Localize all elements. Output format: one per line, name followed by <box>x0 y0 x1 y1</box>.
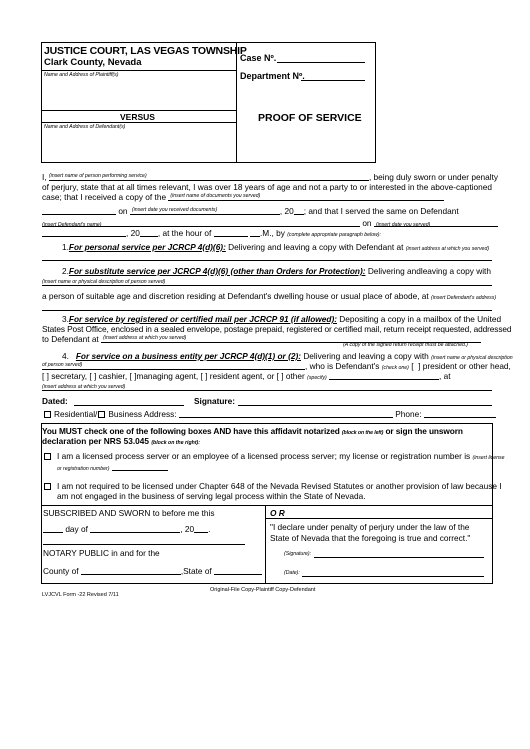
notary-signature-line[interactable] <box>43 544 245 545</box>
address-field[interactable] <box>179 409 393 418</box>
county-state-row: County of ,State of <box>43 566 262 577</box>
p4-addr-hint: (insert address at which you served) <box>42 384 126 390</box>
versus-label: VERSUS <box>120 112 155 122</box>
day-field[interactable] <box>43 524 63 533</box>
p4-other-field[interactable] <box>329 371 439 380</box>
hour-field[interactable] <box>214 228 248 237</box>
subscribed-label: SUBSCRIBED AND SWORN to before me this <box>43 508 215 518</box>
unsworn-date-label: (Date): <box>284 570 300 576</box>
p1-address-field[interactable] <box>42 260 492 261</box>
unsworn-signature-label: (Signature): <box>284 551 312 557</box>
notary-public-label: NOTARY PUBLIC in and for the <box>43 548 160 558</box>
intro-line-2: of perjury, state that at all times relevant, I was over 18 years of age and not a party to or interested in the above-captioned <box>42 182 492 192</box>
option-not-required-2: am not engaged in the business of serving legal process within the State of Nevada. <box>57 491 366 501</box>
dated-field[interactable] <box>74 405 184 406</box>
department-no-label: Department Nº. <box>240 71 305 81</box>
year-received-field[interactable] <box>294 206 304 215</box>
paragraph-2: 2.For substitute service per JCRCP 4(d)(6) (other than Orders for Protection): Delivering andleaving a copy with <box>62 266 491 276</box>
intro-line-6: , 20 , at the hour of .M., by (complete appropriate paragraph below): <box>42 228 381 241</box>
licensed-checkbox[interactable] <box>44 453 51 460</box>
signature-field[interactable] <box>238 405 492 406</box>
intro-line-3: case; that I received a copy of the (insert name of documents you served) <box>42 192 444 203</box>
form-id: LVJCVL Form -22 Revised 7/11 <box>42 592 119 598</box>
p2-hint: (insert name or physical description of person served) <box>42 279 166 285</box>
ampm-field[interactable] <box>250 228 260 237</box>
month-field[interactable] <box>90 524 180 533</box>
option-not-required: I am not required to be licensed under Chapter 648 of the Nevada Revised Statutes or another provision of law because I <box>44 481 502 492</box>
documents-field[interactable]: (insert name of documents you served) <box>168 192 444 201</box>
paragraph-4: 4. For service on a business entity per JCRCP 4(d)(1) or (2): Delivering and leaving a copy with (insert name or physical description <box>62 351 513 361</box>
defendant-label: Name and Address of Defendant(s) <box>44 124 126 130</box>
date-served-field[interactable]: (insert date you served) <box>374 218 498 227</box>
p4-person-field[interactable]: of person served) <box>42 361 305 370</box>
intro-line-5: (insert Defendant's name) on (insert date you served) <box>42 218 498 229</box>
notary-year-field[interactable] <box>194 524 208 533</box>
p3-line-3: to Defendant at (insert address at which you served) (A copy of the signed return receipt must be attached.) <box>42 334 481 345</box>
served-date-field[interactable] <box>42 228 126 237</box>
notice-line-1: You MUST check one of the following boxes AND have this affidavit notarized (block on the left) or sign the unsworn <box>42 426 463 436</box>
received-field-a[interactable] <box>42 206 116 215</box>
unsworn-signature-field[interactable] <box>314 557 484 558</box>
p2-address-field[interactable] <box>42 310 492 311</box>
year-served-field[interactable] <box>140 228 158 237</box>
residential-checkbox[interactable] <box>44 411 51 418</box>
department-no-field[interactable] <box>301 80 365 81</box>
p4-line-2: of person served) , who is Defendant's (check one) [ ] president or other head, <box>42 361 511 371</box>
paragraph-3: 3.For service by registered or certified mail per JCRCP 91 (if allowed): Depositing a copy in a mailbox of the United <box>62 314 502 324</box>
or-label: O R <box>270 508 285 518</box>
defendant-name-field[interactable]: (insert Defendant's name) <box>42 218 360 227</box>
county-name: Clark County, Nevada <box>44 57 142 68</box>
paragraph-1: 1.For personal service per JCRCP 4(d)(6): Delivering and leaving a copy with Defendant at (insert address at which you served) <box>62 242 490 252</box>
p4-president-check[interactable] <box>416 361 418 371</box>
not-required-checkbox[interactable] <box>44 483 51 490</box>
option-licensed-2: or registration number) <box>57 462 168 475</box>
case-no-label: Case Nº. <box>240 53 277 63</box>
county-field[interactable] <box>81 566 181 575</box>
p4-address-field[interactable] <box>42 390 492 391</box>
court-name: JUSTICE COURT, LAS VEGAS TOWNSHIP <box>44 45 247 57</box>
phone-field[interactable] <box>424 409 496 418</box>
server-name-field[interactable]: (insert name of person performing service) <box>49 172 369 181</box>
signature-label: Signature: <box>194 396 236 406</box>
notice-line-2: declaration per NRS 53.045 (block on the right): <box>42 436 201 446</box>
intro-line-1: I, (insert name of person performing service) , being duly sworn or under penalty <box>42 172 499 182</box>
date-received-field[interactable]: (insert date you received documents) <box>130 206 280 215</box>
p3-line-2: States Post Office, enclosed in a sealed envelope, postage prepaid, registered or certified mail, return receipt requested, addressed <box>42 324 512 334</box>
address-row: Residential/ Business Address: Phone: <box>44 409 496 420</box>
option-licensed: I am a licensed process server or an employee of a licensed process server; my license or registration number is (insert license <box>44 451 505 464</box>
business-checkbox[interactable] <box>98 411 105 418</box>
case-no-field[interactable] <box>277 62 365 63</box>
copies-distribution: Original-File Copy-Plaintiff Copy-Defendant <box>210 587 316 593</box>
state-field[interactable] <box>214 566 262 575</box>
dated-label: Dated: <box>42 396 68 406</box>
p2-line-3: a person of suitable age and discretion residing at Defendant's dwelling house or usual place of abode, at (insert Defendant's address) <box>42 291 497 301</box>
form-title: PROOF OF SERVICE <box>258 112 362 124</box>
unsworn-date-field[interactable] <box>302 576 484 577</box>
p3-address-field[interactable]: (insert address at which you served) (A copy of the signed return receipt must be attached.) <box>101 334 481 343</box>
p2-person-field[interactable] <box>42 285 492 286</box>
intro-line-4: on (insert date you received documents) , 20 ; and that I served the same on Defendant <box>42 206 459 217</box>
p4-line-3: [ ] secretary, [ ] cashier, [ ]managing agent, [ ] resident agent, or [ ] other (specify) , at <box>42 371 451 381</box>
declaration-text: "I declare under penalty of perjury under the law of the State of Nevada that the foregoing is true and correct." <box>270 522 471 543</box>
plaintiff-label: Name and Address of Plaintiff(s) <box>44 72 119 78</box>
license-number-field[interactable] <box>112 462 168 471</box>
day-of-row: day of , 20 . <box>43 524 210 535</box>
